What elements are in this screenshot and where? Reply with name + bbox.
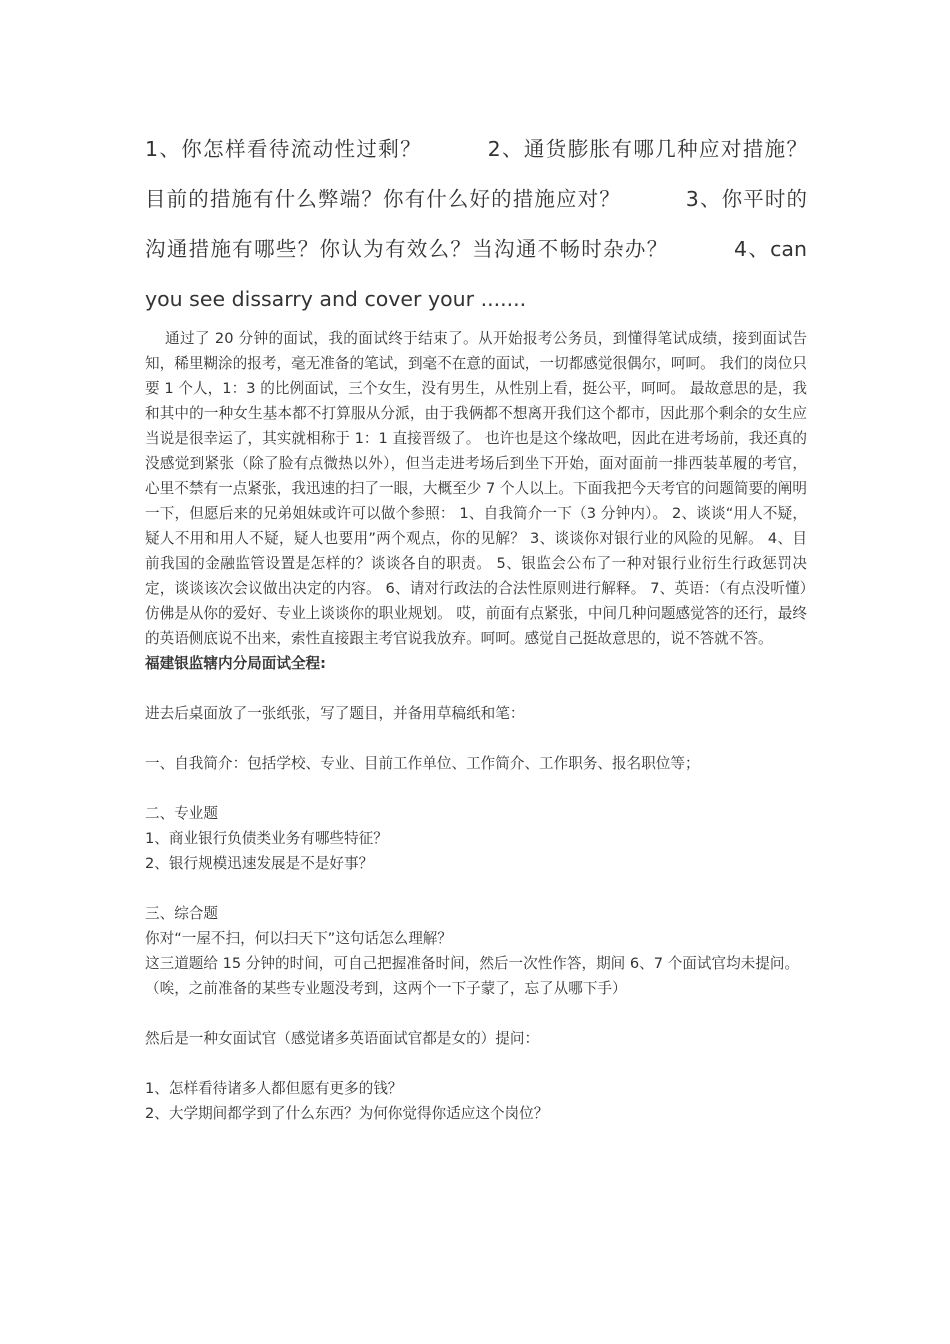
spacer [145, 726, 807, 751]
question-line-2: 目前的措施有什么弊端？你有什么好的措施应对？ 3、你平时的 [145, 187, 807, 211]
spacer [145, 876, 807, 901]
intro-line: 进去后桌面放了一张纸张，写了题目，并备用草稿纸和笔： [145, 705, 525, 722]
section-heading: 福建银监辖内分局面试全程: [145, 655, 326, 672]
spacer [145, 676, 807, 701]
spacer [145, 1051, 807, 1076]
part2-question-1: 1、商业银行负债类业务有哪些特征？ [145, 830, 388, 847]
part3-question: 你对“一屋不扫，何以扫天下”这句话怎么理解？ [145, 930, 452, 947]
part3-title: 三、综合题 [145, 905, 218, 922]
spacer [145, 776, 807, 801]
question-line-4: you see dissarry and cover your ....... [145, 287, 527, 311]
part1-line: 一、自我简介：包括学校、专业、目前工作单位、工作简介、工作职务、报名职位等； [145, 755, 700, 772]
followup-question-1: 1、怎样看待诸多人都但愿有更多的钱？ [145, 1080, 403, 1097]
part2-question-2: 2、银行规模迅速发展是不是好事？ [145, 855, 374, 872]
question-line-1: 1、你怎样看待流动性过剩？ 2、通货膨胀有哪几种应对措施？ [145, 137, 807, 161]
followup-line: 然后是一种女面试官（感觉诸多英语面试官都是女的）提问： [145, 1030, 540, 1047]
question-line-3: 沟通措施有哪些？你认为有效么？当沟通不畅时杂办？ 4、can [145, 237, 807, 261]
part2-title: 二、专业题 [145, 805, 218, 822]
narrative-paragraph: 通过了 20 分钟的面试，我的面试终于结束了。从开始报考公务员，到懂得笔试成绩，接到面试告知，稀里糊涂的报考，毫无准备的笔试，到毫不在意的面试，一切都感觉很偶尔，呵呵。 我们的岗位只要 1 个人，1：3 的比例面试，三个女生，没有男生，从性别上看，挺公平，呵呵。 最故意思的是，我和其中的一种女生基本都不打算服从分派，由于我俩都不想离开我们这个都市，因此那个剩余的女生应当说是很幸运了，其实就相称于 1：1 直接晋级了。 也许也是这个缘故吧，因此在进考场前，我还真的没感觉到紧张（除了脸有点微热以外），但当走进考场后到坐下开始，面对面前一排西装革履的考官，心里不禁有一点紧张，我迅速的扫了一眼，大概至少 7 个人以上。下面我把今天考官的问题简要的阐明一下，但愿后来的兄弟姐妹或许可以做个参照： 1、自我简介一下（3 分钟内）。 2、谈谈“用人不疑，疑人不用和用人不疑，疑人也要用”两个观点，你的见解？ 3、谈谈你对银行业的风险的见解。 4、目前我国的金融监管设置是怎样的？谈谈各自的职责。 5、银监会公布了一种对银行业衍生行政惩罚决定，谈谈该次会议做出决定的内容。 6、请对行政法的合法性原则进行解释。 7、英语：（有点没听懂）仿佛是从你的爱好、专业上谈谈你的职业规划。 哎，前面有点紧张，中间几种问题感觉答的还行，最终的英语侧底说不出来，索性直接跟主考官说我放弃。呵呵。感觉自己挺故意思的，说不答就不答。 [145, 330, 807, 647]
document-page [145, 124, 807, 1126]
spacer [145, 1001, 807, 1026]
followup-question-2: 2、大学期间都学到了什么东西？为何你觉得你适应这个岗位？ [145, 1105, 549, 1122]
part3-note: 这三道题给 15 分钟的时间，可自己把握准备时间，然后一次性作答，期间 6、7 个面试官均未提问。（唉，之前准备的某些专业题没考到，这两个一下子蒙了，忘了从哪下手） [145, 955, 800, 997]
